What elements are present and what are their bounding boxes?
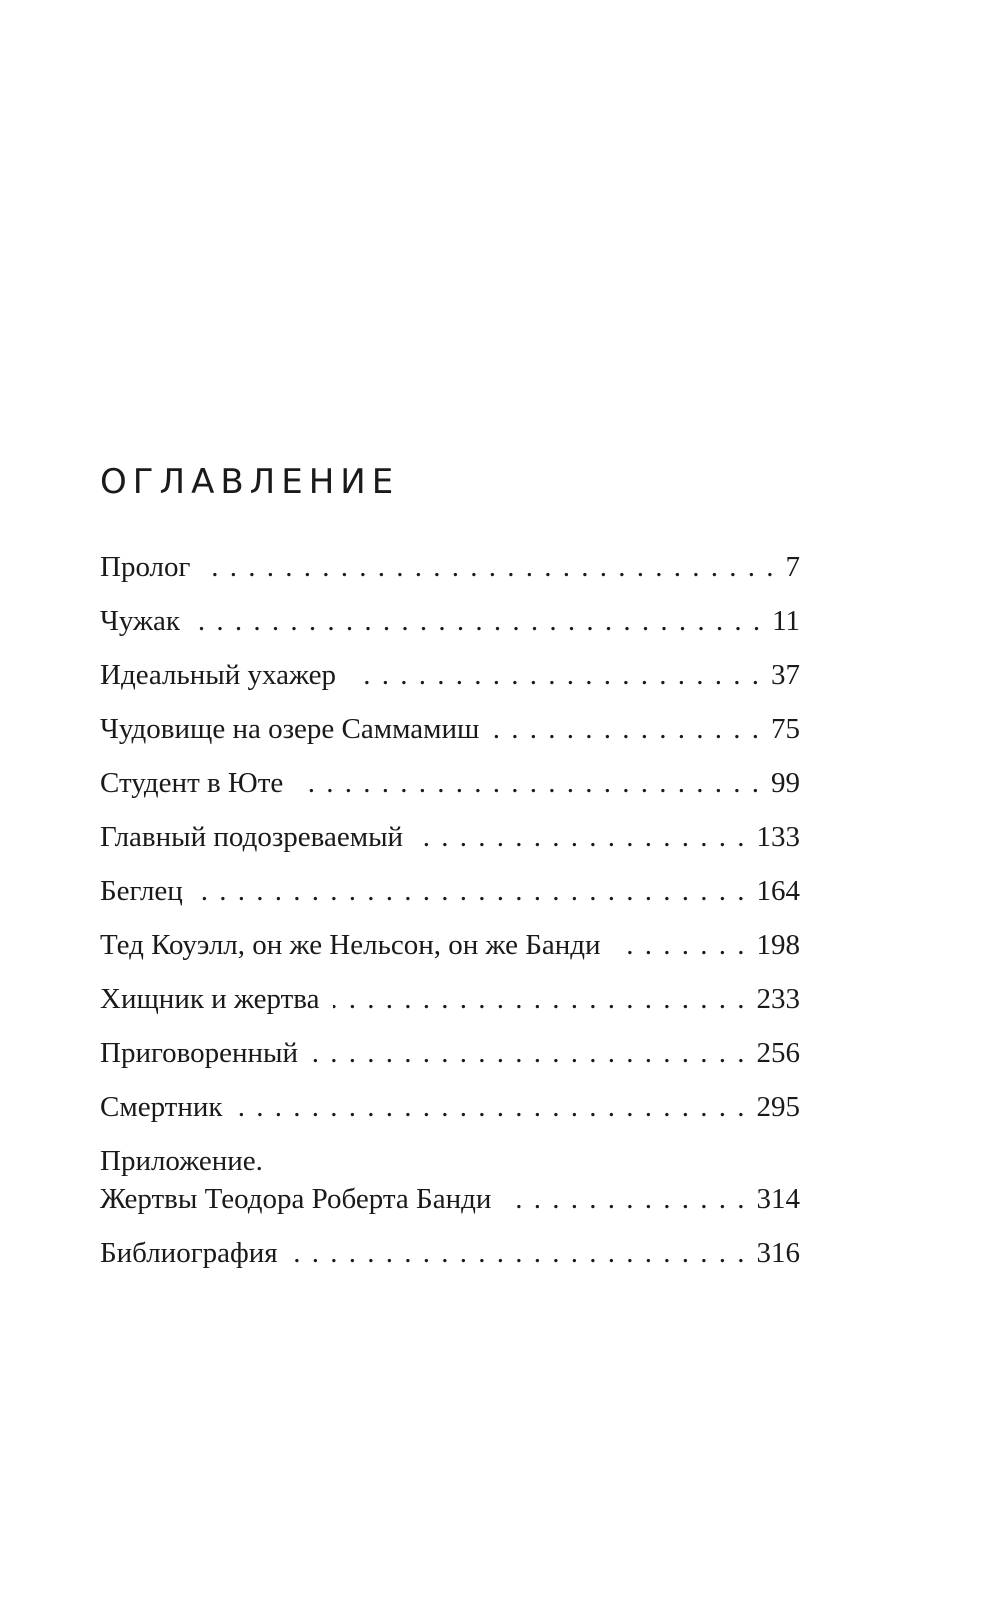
dot-leader [615, 926, 747, 964]
toc-entry-page: 7 [785, 551, 800, 583]
toc-entry [100, 764, 800, 802]
dot-leader [204, 548, 775, 586]
toc-entry-page: 37 [771, 659, 800, 691]
toc-entry-title: Хищник и жертва [100, 983, 320, 1015]
toc-entry [100, 980, 800, 1018]
toc-entry-page: 133 [756, 821, 800, 853]
toc-entry [100, 548, 800, 586]
dot-leader [297, 764, 761, 802]
toc-entry-page: 11 [772, 605, 800, 637]
dot-leader [292, 1234, 747, 1272]
dot-leader [417, 818, 746, 856]
toc-entry-page: 314 [756, 1183, 800, 1215]
dot-leader [493, 710, 761, 748]
toc-entry [100, 602, 800, 640]
dot-leader [312, 1034, 746, 1072]
toc-entry-page: 75 [771, 713, 800, 745]
toc-entry-title: Тед Коуэлл, он же Нельсон, он же Банди [100, 929, 601, 961]
toc-entry [100, 818, 800, 856]
toc-entry-title: Смертник [100, 1091, 223, 1123]
toc-entry [100, 1034, 800, 1072]
toc-entry-title-line2: Жертвы Теодора Роберта Банди [100, 1183, 492, 1215]
toc-entry-title: Главный подозреваемый [100, 821, 404, 853]
toc-entry-page: 316 [756, 1237, 800, 1269]
toc-entry-page: 295 [756, 1091, 800, 1123]
toc-entry [100, 926, 800, 964]
toc-list [100, 548, 800, 1288]
toc-entry-page: 164 [756, 875, 800, 907]
toc-entry-title: Студент в Юте [100, 767, 284, 799]
toc-entry-page: 198 [756, 929, 800, 961]
toc-entry-page: 99 [771, 767, 800, 799]
toc-entry [100, 656, 800, 694]
dot-leader [333, 980, 746, 1018]
toc-entry-page: 233 [756, 983, 800, 1015]
toc-entry-title: Пролог [100, 551, 191, 583]
dot-leader [505, 1180, 746, 1218]
toc-entry-title: Идеальный ухажер [100, 659, 337, 691]
toc-entry-title: Библиография [100, 1237, 278, 1269]
toc-entry-title-line1: Приложение. [100, 1145, 263, 1177]
toc-entry-title [100, 1142, 505, 1218]
toc-entry [100, 1088, 800, 1126]
toc-entry [100, 872, 800, 910]
toc-entry-title: Приговоренный [100, 1037, 299, 1069]
toc-entry-title: Беглец [100, 875, 183, 907]
toc-heading: ОГЛАВЛЕНИЕ [100, 462, 400, 502]
toc-entry [100, 710, 800, 748]
toc-entry-title: Чудовище на озере Саммамиш [100, 713, 480, 745]
dot-leader [194, 602, 762, 640]
dot-leader [350, 656, 761, 694]
toc-entry-title: Чужак [100, 605, 180, 637]
toc-entry-appendix [100, 1142, 800, 1218]
dot-leader [197, 872, 747, 910]
toc-entry-page: 256 [756, 1037, 800, 1069]
toc-entry [100, 1234, 800, 1272]
dot-leader [237, 1088, 747, 1126]
